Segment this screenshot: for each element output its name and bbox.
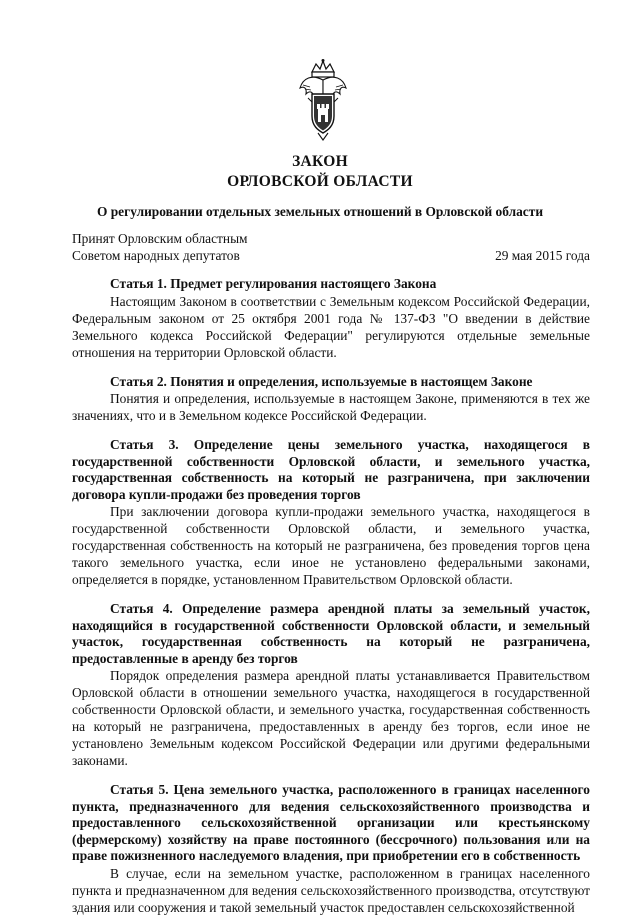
article-3-body: При заключении договора купли-продажи земельного участка, находящегося в государственной собственности Орловской области, и земельного участка, государственная собственность на который не разграничена, без проведения торгов цена такого земельного участка, если иное не установлено федеральными законами, определяется в порядке, установленном Правительством Орловской области. xyxy=(72,504,590,587)
law-subtitle: О регулировании отдельных земельных отношений в Орловской области xyxy=(96,204,544,219)
article-4-heading: Статья 4. Определение размера арендной платы за земельный участок, находящийся в государственной собственности Орловской области, и земельный участок, государственная собственность на который не разграничена, предоставленные в аренду без торгов xyxy=(72,601,590,666)
law-content xyxy=(72,276,590,916)
article-5-body: В случае, если на земельном участке, расположенном в границах населенного пункта и предназначенном для ведения сельскохозяйственного производства, отсутствуют здания или сооружения и такой земельный участок предоставлен сельскохозяйственной xyxy=(72,865,590,915)
article-1-body: Настоящим Законом в соответствии с Земельным кодексом Российской Федерации, Федеральным законом от 25 октября 2001 года № 137-ФЗ "О введении в действие Земельного кодекса Российской Федерации" регулируются отдельные земельные отношения на территории Орловской области. xyxy=(72,293,590,360)
article-4-body: Порядок определения размера арендной платы устанавливается Правительством Орловской области в отношении земельного участка, находящегося в государственной собственности Орловской области, и земельного участка, государственная собственность на который не разграничена, предоставленных в аренду без торгов, если иное не установлено Земельным кодексом Российской Федерации или другими федеральными законами. xyxy=(72,668,590,768)
adoption-line-2: Советом народных депутатов xyxy=(72,248,240,263)
coat-of-arms-icon xyxy=(298,58,348,142)
law-title: ЗАКОН xyxy=(292,153,348,170)
region-title: ОРЛОВСКОЙ ОБЛАСТИ xyxy=(227,173,413,190)
article-2-body: Понятия и определения, используемые в настоящем Законе, применяются в тех же значениях, что и в Земельном кодексе Российской Федерации. xyxy=(72,391,590,423)
adoption-info xyxy=(72,230,248,264)
article-5-heading: Статья 5. Цена земельного участка, расположенного в границах населенного пункта, предназначенного для ведения сельскохозяйственного производства и предоставленного сельскохозяйственной организации или крестьянскому (фермерскому) хозяйству на праве постоянного (бессрочного) пользования или на праве пожизненного наследуемого владения, при приобретении его в собственность xyxy=(72,782,590,863)
article-3-heading: Статья 3. Определение цены земельного участка, находящегося в государственной собственности Орловской области, и земельного участка, государственная собственность на который не разграничена, при заключении договора купли-продажи без проведения торгов xyxy=(72,437,590,502)
adoption-line-1: Принят Орловским областным xyxy=(72,231,248,246)
adoption-date: 29 мая 2015 года xyxy=(495,248,590,263)
article-2-heading: Статья 2. Понятия и определения, используемые в настоящем Законе xyxy=(110,373,533,389)
article-1-heading: Статья 1. Предмет регулирования настоящего Закона xyxy=(110,276,437,291)
